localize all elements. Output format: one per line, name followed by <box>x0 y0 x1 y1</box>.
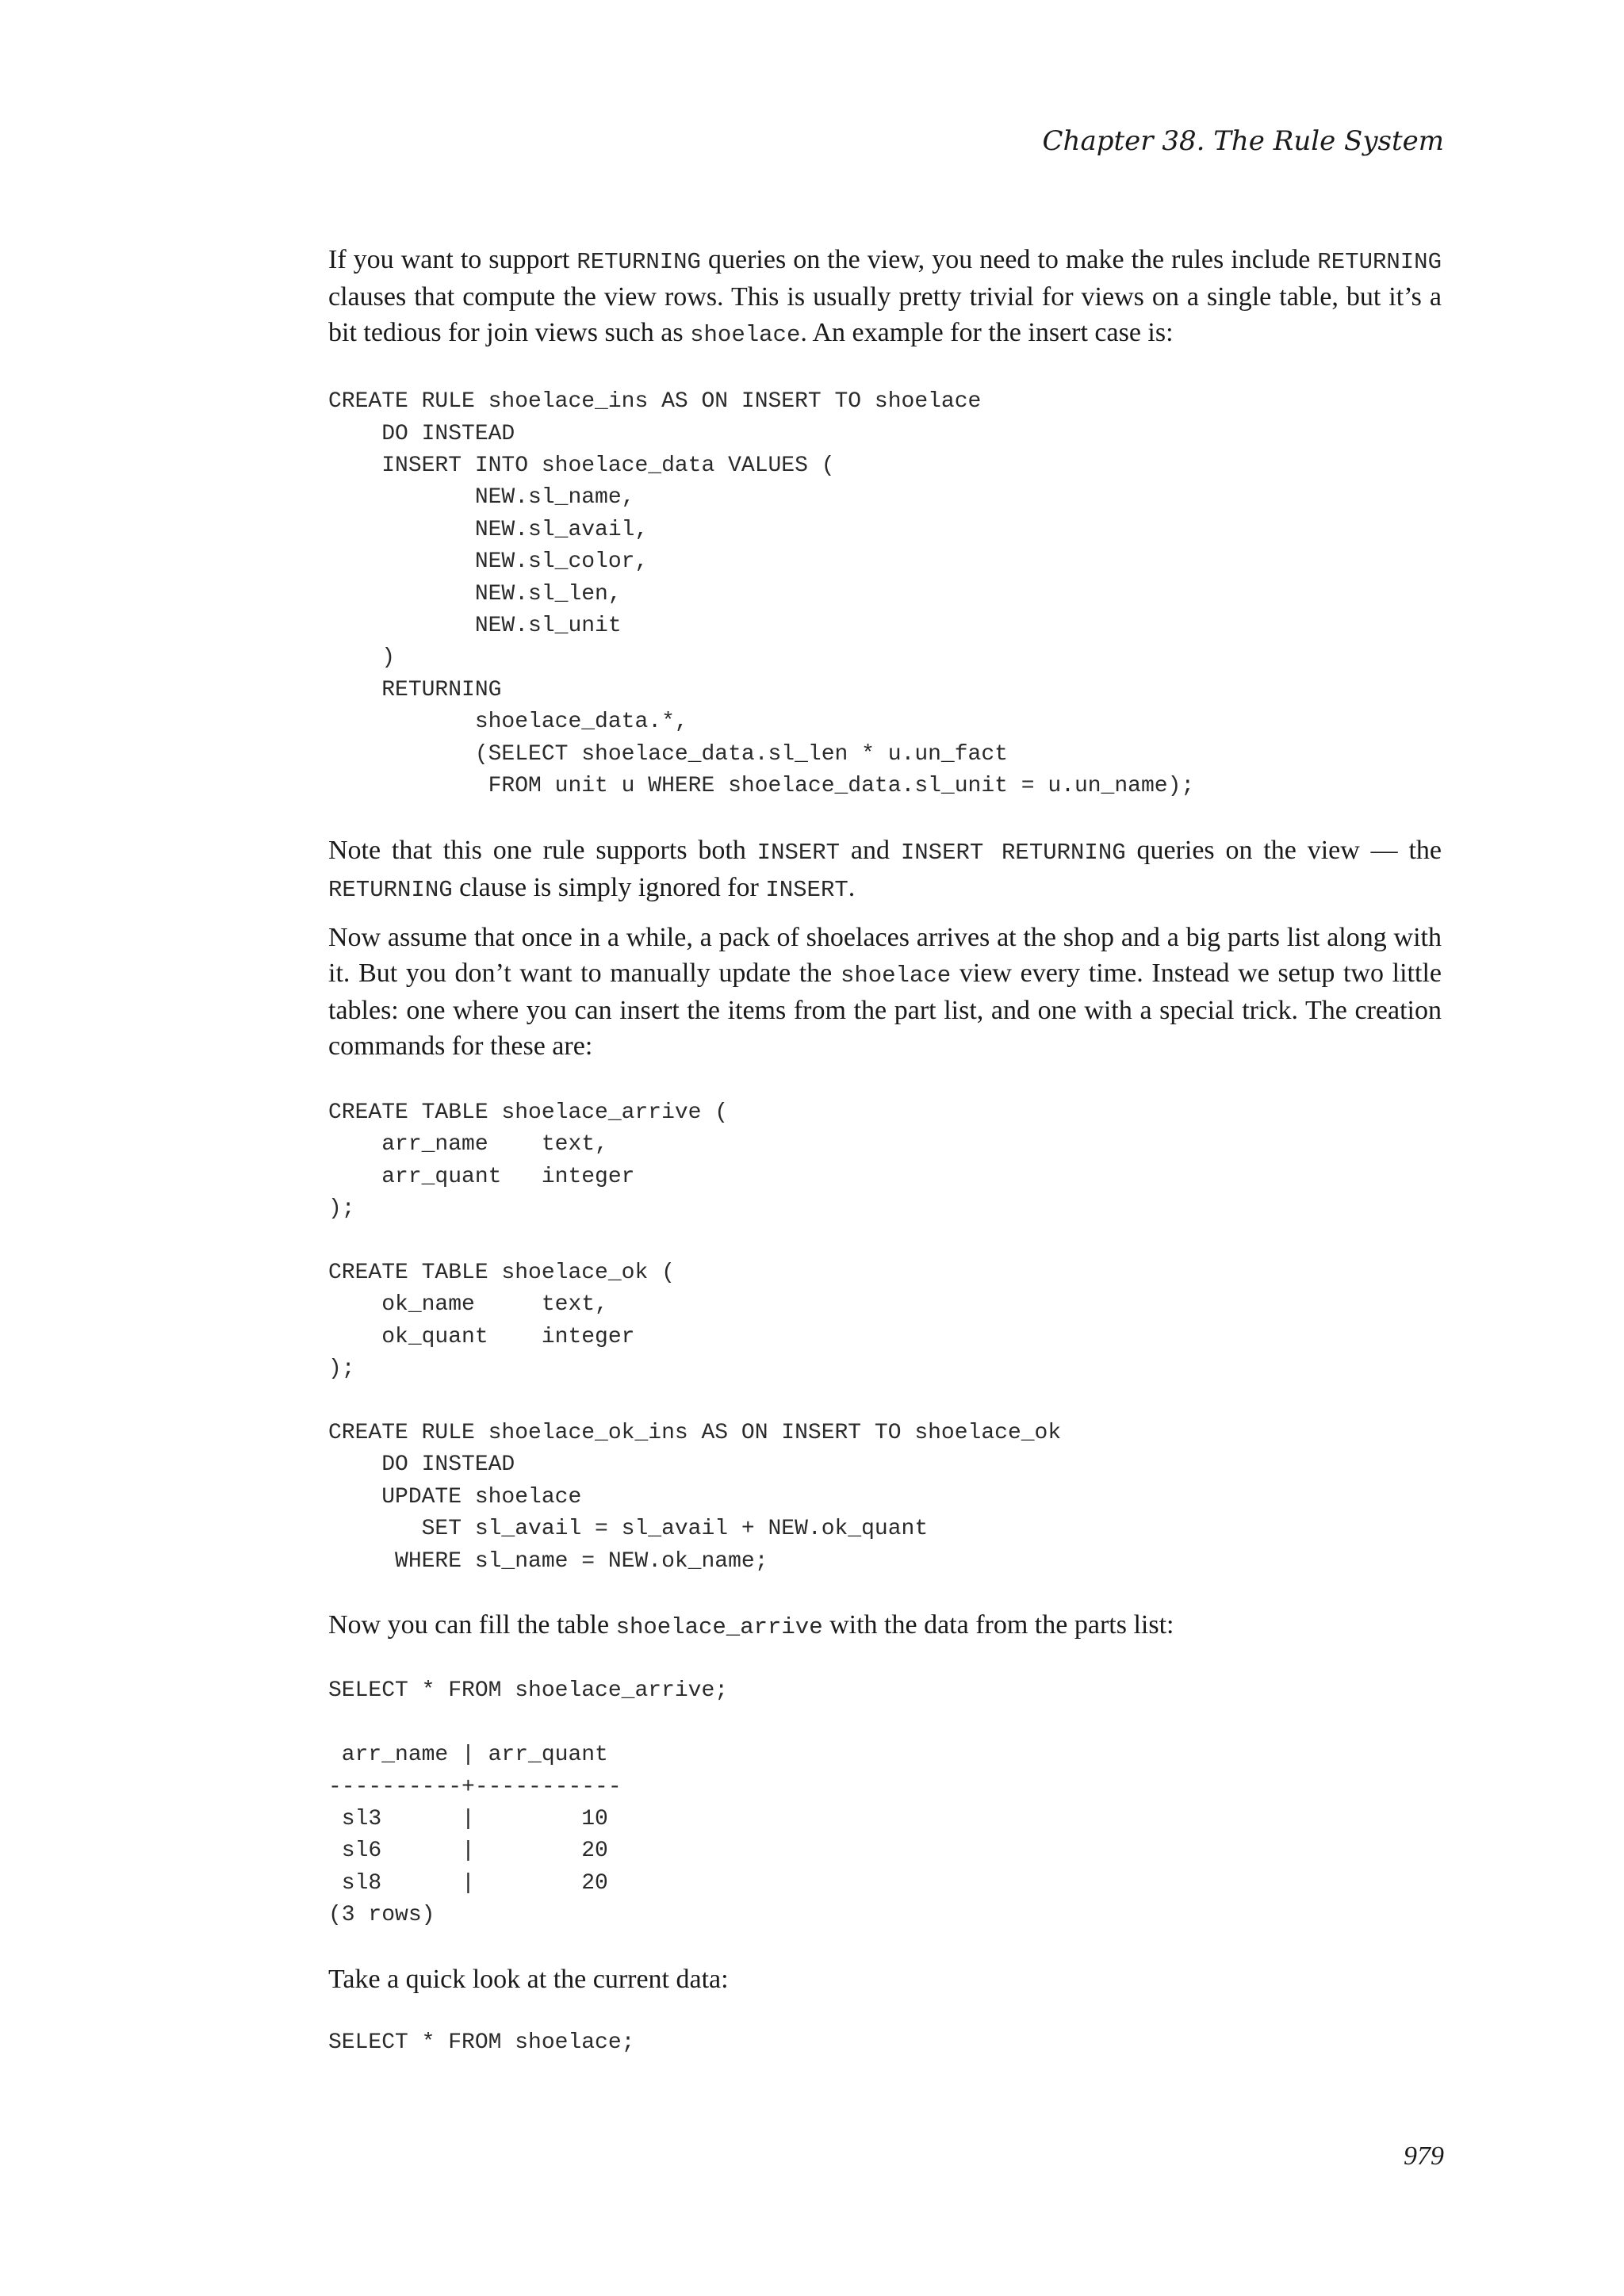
text-run: If you want to support <box>328 245 577 274</box>
inline-code: INSERT <box>765 876 848 903</box>
text-run: queries on the view, you need to make the rules include <box>700 245 1318 274</box>
paragraph-insert-returning-note <box>328 833 1442 909</box>
text-run: and <box>840 835 901 865</box>
text-run: . An example for the insert case is: <box>800 317 1174 347</box>
inline-code: shoelace_arrive <box>615 1614 823 1641</box>
text-run: clauses that compute the view rows. This is usually pretty trivial for views on a single table, but it’s a bit tedious for join views such as <box>328 282 1442 347</box>
page-content <box>328 243 1442 2060</box>
text-run: view every time. Instead we setup two little tables: one where you can insert the items from the part list, and one with a special trick. The creation commands for these are: <box>328 958 1442 1061</box>
code-block-shoelace-ins-rule: CREATE RULE shoelace_ins AS ON INSERT TO shoelace DO INSTEAD INSERT INTO shoelace_data VALUES ( NEW.sl_name, NEW.sl_avail, NEW.sl_color, NEW.sl_len, NEW.sl_unit ) RETURNING shoelace_data.*, (SELECT shoelace_data.sl_len * u.un_fact FROM unit u WHERE shoelace_data.sl_unit = u.un_name); <box>328 389 1195 799</box>
running-header: Chapter 38. The Rule System <box>1042 125 1444 157</box>
inline-code: shoelace <box>840 962 952 989</box>
inline-code: RETURNING <box>576 249 701 275</box>
text-run: Note that this one rule supports both <box>328 835 757 865</box>
paragraph-returning-intro <box>328 243 1442 353</box>
text-run: queries on the view — the <box>1125 835 1442 865</box>
inline-code: INSERT RETURNING <box>900 839 1126 866</box>
paragraph-shoelace-arrive-intro <box>328 920 1442 1064</box>
text-run: clause is simply ignored for <box>452 872 766 902</box>
paragraph-fill-table <box>328 1608 1442 1645</box>
inline-code: RETURNING <box>1317 249 1442 275</box>
inline-code: RETURNING <box>328 876 453 903</box>
code-block-create-tables: CREATE TABLE shoelace_arrive ( arr_name text, arr_quant integer ); CREATE TABLE shoelace_ok ( ok_name text, ok_quant integer ); CREATE RULE shoelace_ok_ins AS ON INSERT TO shoelace_ok DO INSTEAD UPDATE shoelace SET sl_avail = sl_avail + NEW.ok_quant WHERE sl_name = NEW.ok_name; <box>328 1100 1062 1574</box>
code-block-select-shoelace: SELECT * FROM shoelace; <box>328 2030 635 2056</box>
text-run: Now assume that once in a while, a pack of shoelaces arrives at the shop and a big parts list along with it. But you don’t want to manually update the <box>328 923 1442 988</box>
inline-code: INSERT <box>756 839 841 866</box>
code-block-select-arrive: SELECT * FROM shoelace_arrive; arr_name | arr_quant ----------+----------- sl3 | 10 sl6 | 20 sl8 | 20 (3 rows) <box>328 1678 729 1928</box>
inline-code: shoelace <box>690 321 801 348</box>
page-number: 979 <box>1404 2141 1444 2171</box>
text-run: Now you can fill the table <box>328 1610 616 1640</box>
text-run: with the data from the parts list: <box>822 1610 1174 1640</box>
paragraph-current-data: Take a quick look at the current data: <box>328 1964 729 1994</box>
text-run: . <box>848 872 856 902</box>
